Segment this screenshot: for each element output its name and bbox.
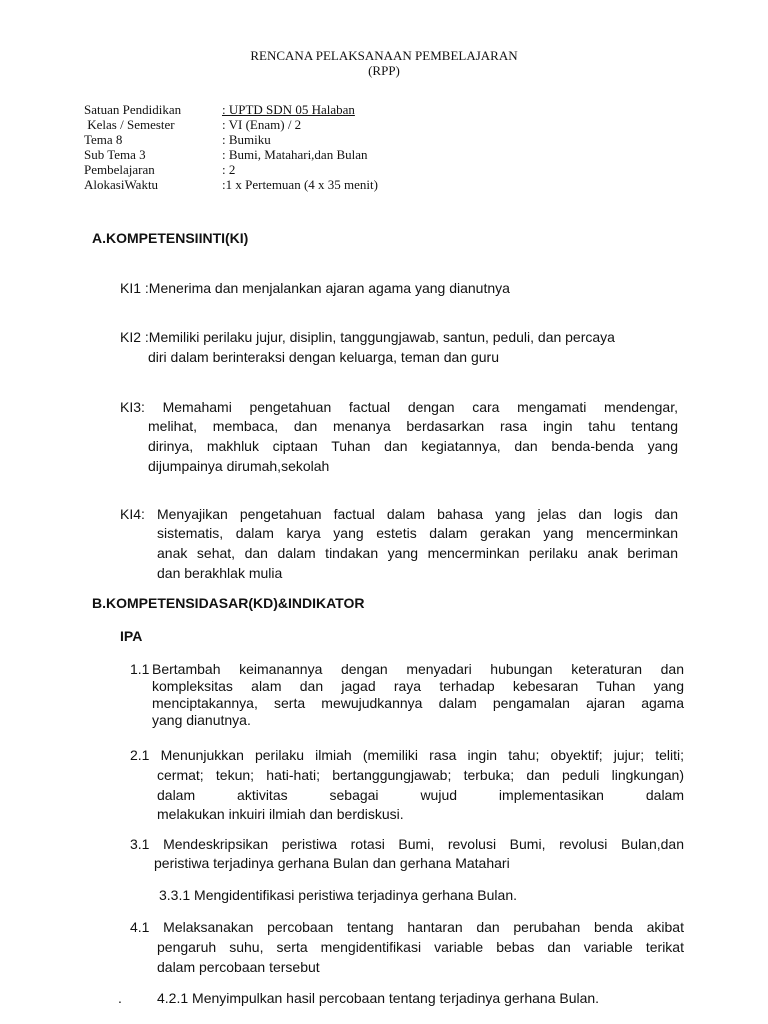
identity-label-pembelajaran: Pembelajaran: [84, 162, 155, 177]
ki3-line-4: dijumpainya dirumah,sekolah: [148, 458, 330, 474]
kd-1-1-line-4: yang dianutnya.: [152, 712, 251, 728]
kd-2-1-line-3: dalam aktivitas sebagai wujud implementasikan dalam: [157, 787, 684, 803]
indicator-4-2-1: 4.2.1 Menyimpulkan hasil percobaan tentang terjadinya gerhana Bulan.: [157, 990, 600, 1006]
document-title: RENCANA PELAKSANAAN PEMBELAJARAN: [250, 48, 518, 63]
indicator-3-3-1: 3.3.1 Mengidentifikasi peristiwa terjadinya gerhana Bulan.: [159, 887, 517, 903]
ki2-line-1: KI2 :Memiliki perilaku jujur, disiplin, tanggungjawab, santun, peduli, dan percaya: [120, 329, 615, 345]
kd-3-1-line-2: peristiwa terjadinya gerhana Bulan dan gerhana Matahari: [154, 855, 510, 871]
kd-2-1-line-4: melakukan inkuiri ilmiah dan berdiskusi.: [157, 806, 404, 822]
leading-dot: .: [118, 990, 122, 1006]
ki4-line-1: KI4: Menyajikan pengetahuan factual dalam bahasa yang jelas dan logis dan: [120, 506, 678, 522]
kd-4-1-line-2: pengaruh suhu, serta mengidentifikasi variable bebas dan variable terikat: [157, 939, 684, 955]
ki3-line-2: melihat, membaca, dan menanya berdasarkan rasa ingin tahu tentang: [148, 418, 678, 434]
kd-1-1-number: 1.1: [130, 661, 150, 677]
identity-label-tema: Tema 8: [84, 132, 123, 147]
section-b-heading: B.KOMPETENSIDASAR(KD)&INDIKATOR: [92, 595, 365, 611]
ki2-line-2: diri dalam berinteraksi dengan keluarga, teman dan guru: [148, 349, 499, 365]
section-a-heading: A.KOMPETENSIINTI(KI): [92, 230, 249, 246]
kd-1-1-line-3: menciptakannya, serta mewujudkannya dalam pengamalan ajaran agama: [152, 695, 684, 711]
ki4-line-2: sistematis, dalam karya yang estetis dalam gerakan yang mencerminkan: [157, 525, 678, 541]
identity-value-pembelajaran: : 2: [222, 162, 236, 177]
document-subtitle: (RPP): [368, 63, 400, 78]
kd-2-1-line-2: cermat; tekun; hati-hati; bertanggungjawab; terbuka; dan peduli lingkungan): [157, 767, 684, 783]
kd-4-1-line-1: 4.1 Melaksanakan percobaan tentang hantaran dan perubahan benda akibat: [130, 919, 684, 935]
ki3-line-3: dirinya, makhluk ciptaan Tuhan dan kegiatannya, dan benda-benda yang: [148, 438, 678, 454]
ki4-line-4: dan berakhlak mulia: [157, 565, 283, 581]
identity-label-satuan: Satuan Pendidikan: [84, 102, 182, 117]
identity-value-kelas: : VI (Enam) / 2: [222, 117, 302, 132]
identity-label-kelas: Kelas / Semester: [84, 117, 175, 132]
identity-value-alokasi: :1 x Pertemuan (4 x 35 menit): [222, 177, 378, 192]
kd-2-1-line-1: 2.1 Menunjukkan perilaku ilmiah (memiliki rasa ingin tahu; obyektif; jujur; teliti;: [130, 747, 684, 763]
kd-4-1-line-3: dalam percobaan tersebut: [157, 959, 320, 975]
identity-label-alokasi: AlokasiWaktu: [84, 177, 159, 192]
identity-value-satuan: : UPTD SDN 05 Halaban: [222, 102, 355, 117]
identity-label-subtema: Sub Tema 3: [84, 147, 146, 162]
kd-1-1-line-2: kompleksitas alam dan jagad raya terhadap kebesaran Tuhan yang: [152, 678, 684, 694]
kd-3-1-line-1: 3.1 Mendeskripsikan peristiwa rotasi Bumi, revolusi Bumi, revolusi Bulan,dan: [130, 836, 684, 852]
identity-value-subtema: : Bumi, Matahari,dan Bulan: [222, 147, 368, 162]
identity-value-tema: : Bumiku: [222, 132, 271, 147]
ki4-line-3: anak sehat, dan dalam tindakan yang mencerminkan perilaku anak beriman: [157, 545, 678, 561]
subject-heading: IPA: [120, 628, 143, 644]
kd-1-1-line-1: Bertambah keimanannya dengan menyadari hubungan keteraturan dan: [152, 661, 684, 677]
ki3-line-1: KI3: Memahami pengetahuan factual dengan cara mengamati mendengar,: [120, 399, 678, 415]
ki1-text: KI1 :Menerima dan menjalankan ajaran agama yang dianutnya: [120, 280, 510, 296]
